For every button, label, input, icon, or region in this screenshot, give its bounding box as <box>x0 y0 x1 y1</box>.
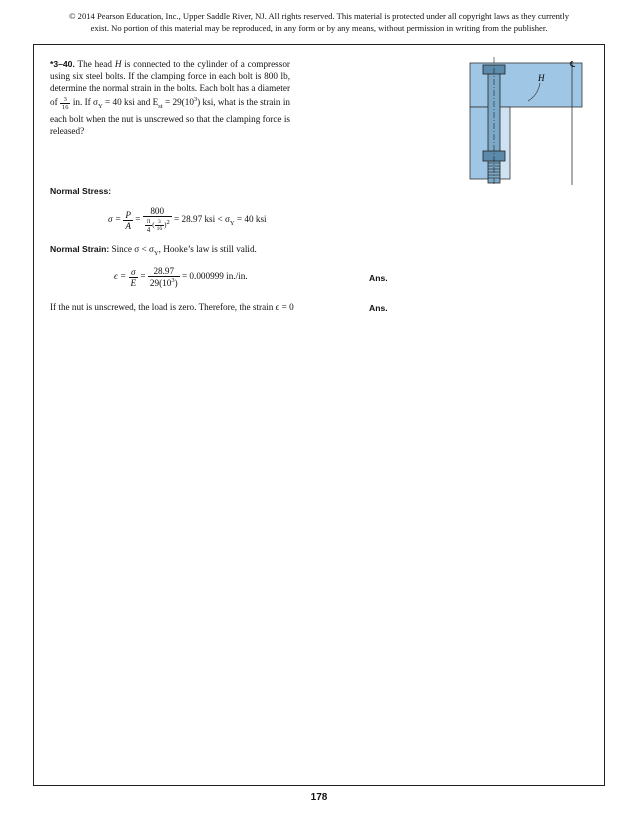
yield-subscript: Y <box>97 103 103 111</box>
stress-result: = 28.97 ksi < σ <box>174 214 230 225</box>
strain-eps: ϵ = <box>114 271 127 282</box>
diameter-num: 3 <box>155 219 165 226</box>
st-subscript: st <box>158 103 163 111</box>
strain-den-exp: 3 <box>171 277 175 284</box>
stress-p: P <box>125 209 131 220</box>
problem-text-d: = 40 ksi and E <box>102 97 159 108</box>
bolt-diameter-fraction <box>60 96 71 111</box>
stress-p-over-a <box>123 210 133 231</box>
problem-symbol-h: H <box>114 59 122 69</box>
strain-text-b: , Hooke’s law is still valid. <box>158 244 257 254</box>
problem-text-e: = 29(10 <box>162 97 194 108</box>
stress-numeric-fraction <box>143 206 172 234</box>
answer-label-2: Ans. <box>369 303 388 313</box>
figure-label-centerline: ℄ <box>570 60 576 69</box>
strain-sigma-over-e <box>129 267 139 288</box>
normal-strain-heading: Normal Strain: <box>50 244 110 254</box>
strain-den-b: ) <box>174 278 178 289</box>
strain-den-a: 29(10 <box>149 278 172 289</box>
page-number: 178 <box>310 792 328 803</box>
paren-close: ) <box>164 221 167 230</box>
paren-open: ( <box>152 221 155 230</box>
final-statement: If the nut is unscrewed, the load is zero. Therefore, the strain ϵ = 0 <box>50 302 294 312</box>
stress-area <box>143 217 172 234</box>
problem-number: *3–40. <box>50 59 75 69</box>
problem-statement <box>50 58 290 137</box>
bolted-joint-drawing <box>448 55 588 187</box>
strain-sigma: σ <box>129 267 139 278</box>
strain-num: 28.97 <box>148 266 180 277</box>
stress-sigma: σ = <box>108 214 122 225</box>
diameter-fraction <box>155 219 165 232</box>
copyright-line-2: exist. No portion of this material may be reproduced, in any form or by any means, without permission in writing from the publisher. <box>90 23 548 33</box>
strain-text-a: Since σ < σ <box>109 244 154 254</box>
stress-equation <box>108 206 267 234</box>
dia-num: 3 <box>60 96 71 104</box>
strain-e: E <box>130 277 137 288</box>
normal-strain-line <box>50 244 257 257</box>
exp-superscript: 3 <box>193 96 198 104</box>
squared: 2 <box>166 218 170 226</box>
strain-eq-sign: = <box>140 271 146 282</box>
dia-den: 16 <box>61 103 69 111</box>
stress-limit: = 40 ksi <box>234 214 267 225</box>
stress-a: A <box>125 220 131 231</box>
strain-y-sub: Y <box>153 249 159 257</box>
figure-label-h: H <box>538 73 545 83</box>
strain-den <box>148 277 180 288</box>
problem-text-a: The head <box>77 59 115 69</box>
four: 4 <box>146 226 151 234</box>
normal-stress-heading: Normal Stress: <box>50 186 112 196</box>
strain-numeric-fraction <box>148 266 180 288</box>
problem-text-b: is connected to the cylinder of a compressor using six steel bolts. If the clamping force in each bolt is 800 lb, determine the normal strain in the bolts. Each bolt has a diameter of <box>50 59 290 108</box>
stress-eq-sign: = <box>135 214 141 225</box>
bolted-joint-figure <box>448 55 588 187</box>
stress-force: 800 <box>143 206 172 217</box>
problem-text-c: in. If σ <box>70 97 98 108</box>
answer-label-1: Ans. <box>369 273 388 283</box>
strain-equation <box>114 266 248 288</box>
diameter-den: 16 <box>156 226 163 232</box>
copyright-line-1: © 2014 Pearson Education, Inc., Upper Saddle River, NJ. All rights reserved. This material is protected under all copyright laws as they currently <box>68 11 570 21</box>
strain-result: = 0.000999 in./in. <box>181 271 248 282</box>
stress-y-sub: Y <box>229 219 235 227</box>
copyright-notice <box>34 10 604 34</box>
problem-text-f: ) ksi, what is the strain in each bolt when the nut is unscrewed so that the clamping force is released? <box>50 97 290 137</box>
pi: π <box>146 217 151 225</box>
